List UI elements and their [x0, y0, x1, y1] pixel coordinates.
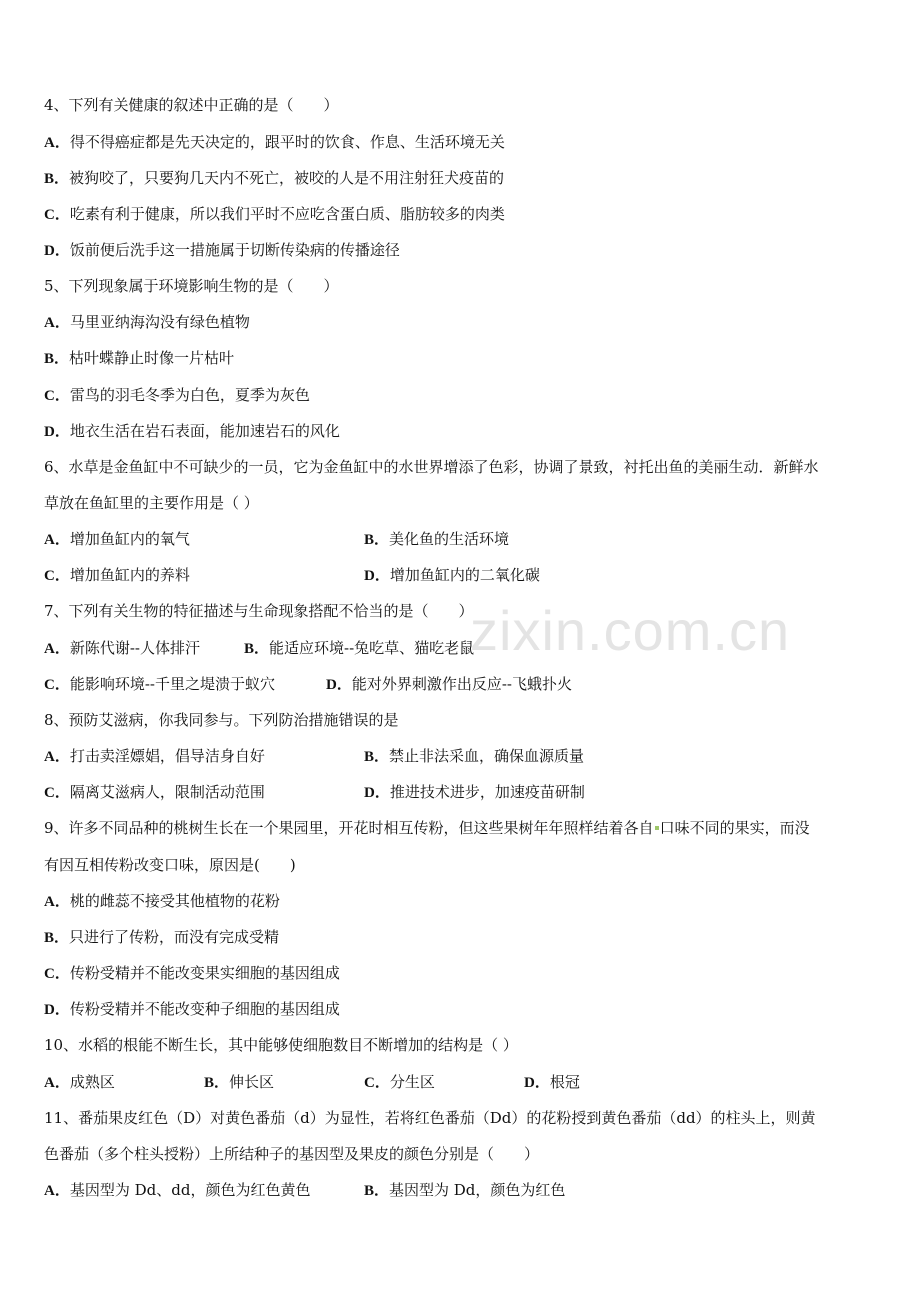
question-8-option-a: A．打击卖淫嫖娼，倡导洁身自好 — [44, 747, 265, 765]
question-5-option-d: D．地衣生活在岩石表面，能加速岩石的风化 — [44, 422, 340, 440]
question-9-option-b: B．只进行了传粉，而没有完成受精 — [44, 928, 280, 946]
question-6-option-b: B．美化鱼的生活环境 — [364, 530, 510, 548]
question-10-stem: 10、水稻的根能不断生长，其中能够使细胞数目不断增加的结构是（ ） — [44, 1036, 518, 1054]
question-5-option-c: C．雷鸟的羽毛冬季为白色，夏季为灰色 — [44, 386, 310, 404]
question-9-stem-line-2: 有因互相传粉改变口味，原因是( ) — [44, 856, 296, 874]
question-9-stem-line-1: 9、许多不同品种的桃树生长在一个果园里，开花时相互传粉，但这些果树年年照样结着各自 口味不同的果实，而没 — [44, 819, 810, 837]
question-6-stem-line-1: 6、水草是金鱼缸中不可缺少的一员，它为金鱼缸中的水世界增添了色彩，协调了景致，衬托出鱼的美丽生动．新鲜水 — [44, 458, 819, 476]
question-8-stem: 8、预防艾滋病，你我同参与。下列防治措施错误的是 — [44, 711, 399, 729]
question-10-option-b: B．伸长区 — [204, 1073, 275, 1091]
watermark: zixin.com.cn — [470, 599, 791, 662]
question-7-option-b: B．能适应环境--兔吃草、猫吃老鼠 — [244, 639, 475, 657]
question-9-option-d: D．传粉受精并不能改变种子细胞的基因组成 — [44, 1000, 340, 1018]
question-8-option-b: B．禁止非法采血，确保血源质量 — [364, 747, 585, 765]
question-4-stem: 4、下列有关健康的叙述中正确的是（ ） — [44, 96, 339, 114]
question-10-option-d: D．根冠 — [524, 1073, 580, 1091]
question-7-option-a: A．新陈代谢--人体排汗 — [44, 639, 200, 657]
question-4-option-a: A．得不得癌症都是先天决定的，跟平时的饮食、作息、生活环境无关 — [44, 133, 505, 151]
question-5-stem: 5、下列现象属于环境影响生物的是（ ） — [44, 277, 339, 295]
question-10-option-a: A．成熟区 — [44, 1073, 115, 1091]
stray-dot-mark — [655, 826, 659, 830]
question-11-stem-line-2: 色番茄（多个柱头授粉）上所结种子的基因型及果皮的颜色分别是（ ） — [44, 1145, 540, 1163]
question-4-option-b: B．被狗咬了，只要狗几天内不死亡，被咬的人是不用注射狂犬疫苗的 — [44, 169, 505, 187]
question-9-option-a: A．桃的雌蕊不接受其他植物的花粉 — [44, 892, 280, 910]
question-11-option-a: A．基因型为 Dd、dd，颜色为红色黄色 — [44, 1181, 311, 1199]
question-11-option-b: B．基因型为 Dd，颜色为红色 — [364, 1181, 566, 1199]
question-10-option-c: C．分生区 — [364, 1073, 435, 1091]
question-8-option-d: D．推进技术进步，加速疫苗研制 — [364, 783, 585, 801]
question-5-option-a: A．马里亚纳海沟没有绿色植物 — [44, 313, 250, 331]
question-6-stem-line-2: 草放在鱼缸里的主要作用是（ ） — [44, 494, 259, 512]
question-6-option-a: A．增加鱼缸内的氧气 — [44, 530, 190, 548]
question-4-option-d: D．饭前便后洗手这一措施属于切断传染病的传播途径 — [44, 241, 400, 259]
question-7-stem: 7、下列有关生物的特征描述与生命现象搭配不恰当的是（ ） — [44, 602, 474, 620]
question-6-option-c: C．增加鱼缸内的养料 — [44, 566, 190, 584]
question-7-option-c: C．能影响环境--千里之堤溃于蚁穴 — [44, 675, 275, 693]
question-6-option-d: D．增加鱼缸内的二氧化碳 — [364, 566, 540, 584]
question-7-option-d: D．能对外界刺激作出反应--飞蛾扑火 — [326, 675, 572, 693]
question-5-option-b: B．枯叶蝶静止时像一片枯叶 — [44, 349, 235, 367]
question-4-option-c: C．吃素有利于健康，所以我们平时不应吃含蛋白质、脂肪较多的肉类 — [44, 205, 505, 223]
question-11-stem-line-1: 11、番茄果皮红色（D）对黄色番茄（d）为显性，若将红色番茄（Dd）的花粉授到黄色番茄（dd）的柱头上，则黄 — [44, 1109, 816, 1127]
question-8-option-c: C．隔离艾滋病人，限制活动范围 — [44, 783, 265, 801]
question-9-option-c: C．传粉受精并不能改变果实细胞的基因组成 — [44, 964, 340, 982]
